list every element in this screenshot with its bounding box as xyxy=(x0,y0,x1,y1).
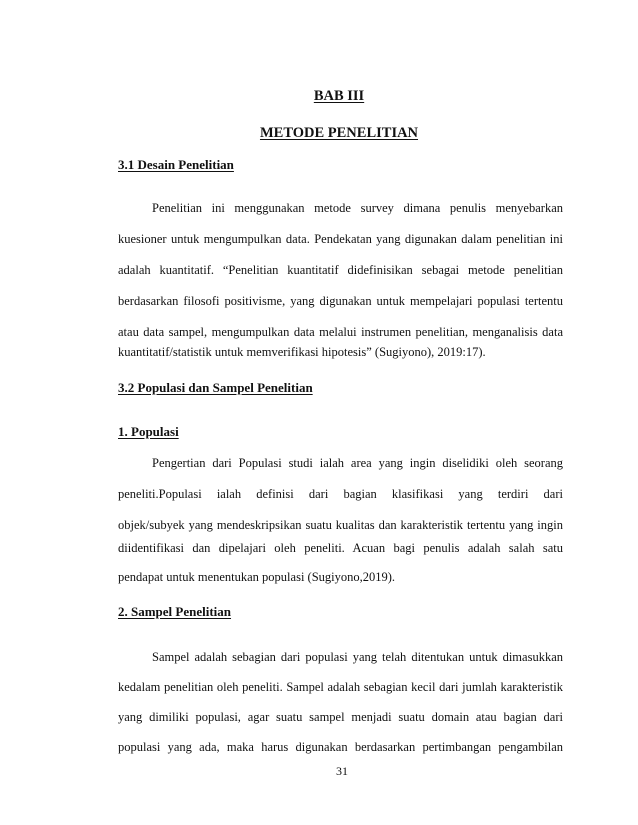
paragraph-line: kuantitatif/statistik untuk memverifikasi hipotesis” (Sugiyono), 2019:17). xyxy=(118,345,486,359)
paragraph-line: populasi yang ada, maka harus digunakan berdasarkan pertimbangan pengambilan xyxy=(118,740,563,754)
paragraph-line: berdasarkan filosofi positivisme, yang digunakan untuk mempelajari populasi tertentu xyxy=(118,294,563,308)
paragraph-line: adalah kuantitatif. “Penelitian kuantitatif didefinisikan sebagai metode penelitian xyxy=(118,263,563,277)
paragraph-line: objek/subyek yang mendeskripsikan suatu kualitas dan karakteristik tertentu yang ingin xyxy=(118,518,563,532)
paragraph-line: pendapat untuk menentukan populasi (Sugiyono,2019). xyxy=(118,570,396,584)
paragraph-line: Pengertian dari Populasi studi ialah area yang ingin diselidiki oleh seorang xyxy=(152,456,563,470)
chapter-title: METODE PENELITIAN xyxy=(259,125,419,141)
paragraph-line: atau data sampel, mengumpulkan data melalui instrumen penelitian, menganalisis data xyxy=(118,325,563,339)
paragraph-line: yang dimiliki populasi, agar suatu sampel menjadi suatu domain atau bagian dari xyxy=(118,710,563,724)
paragraph-line: kedalam penelitian oleh peneliti. Sampel adalah sebagian kecil dari jumlah karakteristik xyxy=(118,680,563,694)
paragraph-line: Sampel adalah sebagian dari populasi yang telah ditentukan untuk dimasukkan xyxy=(152,650,563,664)
subsection-heading-sampel: 2. Sampel Penelitian xyxy=(118,604,232,619)
section-heading-3-2: 3.2 Populasi dan Sampel Penelitian xyxy=(118,380,313,395)
paragraph-line: peneliti.Populasi ialah definisi dari bagian klasifikasi yang terdiri dari xyxy=(118,487,563,501)
paragraph-line: diidentifikasi dan dipelajari oleh peneliti. Acuan bagi penulis adalah salah satu xyxy=(118,541,563,555)
chapter-number: BAB III xyxy=(313,88,365,104)
paragraph-line: kuesioner untuk mengumpulkan data. Pendekatan yang digunakan dalam penelitian ini xyxy=(118,232,563,246)
page-number: 31 xyxy=(336,764,348,778)
paragraph-line: Penelitian ini menggunakan metode survey dimana penulis menyebarkan xyxy=(152,201,563,215)
section-heading-3-1: 3.1 Desain Penelitian xyxy=(118,157,234,172)
subsection-heading-populasi: 1. Populasi xyxy=(118,424,179,439)
